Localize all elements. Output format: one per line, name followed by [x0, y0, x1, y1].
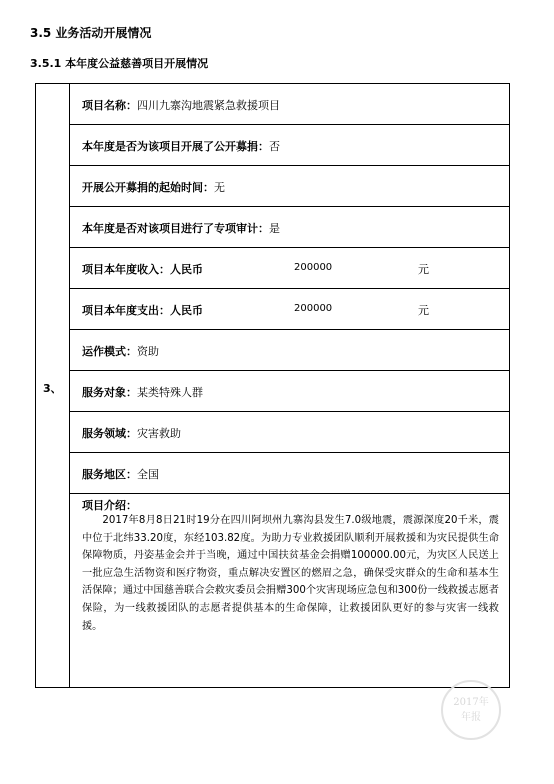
- income-amount: 200000: [294, 262, 333, 273]
- section-heading: 3.5 业务活动开展情况: [30, 26, 152, 40]
- row-service-region: [70, 453, 509, 494]
- intro-label: 项目介绍：: [82, 499, 137, 512]
- public-fundraising-label: 本年度是否为该项目开展了公开募捐：否: [82, 140, 280, 153]
- row-service-target: [70, 371, 509, 412]
- fundraising-start-label: 开展公开募捐的起始时间：无: [82, 181, 225, 194]
- project-table: [35, 83, 510, 688]
- income-unit: 元: [418, 263, 429, 276]
- region-value: 全国: [137, 468, 159, 481]
- field-value: 灾害救助: [137, 427, 181, 440]
- target-value: 某类特殊人群: [137, 386, 203, 399]
- project-intro: [70, 494, 509, 687]
- row-project-name: [70, 84, 509, 125]
- intro-text: 2017年8月8日21时19分在四川阿坝州九寨沟县发生7.0级地震，震源深度20千米，震中位于北纬33.20度，东经103.82度。为助力专业救援团队顺利开展救援和为灾民提供生命保障物质，丹姿基金会并于当晚，通过中国扶贫基金会捐赠100000.00元，为灾区人民送上一批应急生活物资和医疗物资，重点解决安置区的燃眉之急，确保受灾群众的生命和基本生活保障；通过中国慈善联合会救灾委员会捐赠300个灾害现场应急包和300份一线救援志愿者保险，为一线救援团队的志愿者提供基本的生命保障，让救援团队更好的参与灾害一线救援。: [82, 515, 499, 632]
- row-expense: [70, 289, 509, 330]
- project-name-value: 四川九寨沟地震紧急救援项目: [137, 99, 280, 112]
- audit-value: 是: [269, 222, 280, 235]
- expense-unit: 元: [418, 304, 429, 317]
- row-income: [70, 248, 509, 289]
- fundraising-start-value: 无: [214, 181, 225, 194]
- target-label: 服务对象：某类特殊人群: [82, 386, 203, 399]
- annual-report-seal: [441, 680, 501, 740]
- row-operation-mode: [70, 330, 509, 371]
- subsection-heading: 3.5.1 本年度公益慈善项目开展情况: [30, 57, 209, 70]
- row-service-field: [70, 412, 509, 453]
- income-label: 项目本年度收入：人民币: [82, 263, 203, 276]
- row-public-fundraising: [70, 125, 509, 166]
- region-label: 服务地区：全国: [82, 468, 159, 481]
- row-audit: [70, 207, 509, 248]
- row-fundraising-start: [70, 166, 509, 207]
- item-number-column: [36, 84, 70, 687]
- field-label: 服务领域：灾害救助: [82, 427, 181, 440]
- audit-label: 本年度是否对该项目进行了专项审计：是: [82, 222, 280, 235]
- public-fundraising-value: 否: [269, 140, 280, 153]
- expense-amount: 200000: [294, 303, 333, 314]
- mode-label: 运作模式：资助: [82, 345, 159, 358]
- seal-year: 2017年: [453, 697, 489, 708]
- project-name-label: 项目名称：四川九寨沟地震紧急救援项目: [82, 99, 280, 112]
- seal-text: 年报: [461, 712, 481, 723]
- item-number: 3、: [43, 382, 62, 395]
- expense-label: 项目本年度支出：人民币: [82, 304, 203, 317]
- mode-value: 资助: [137, 345, 159, 358]
